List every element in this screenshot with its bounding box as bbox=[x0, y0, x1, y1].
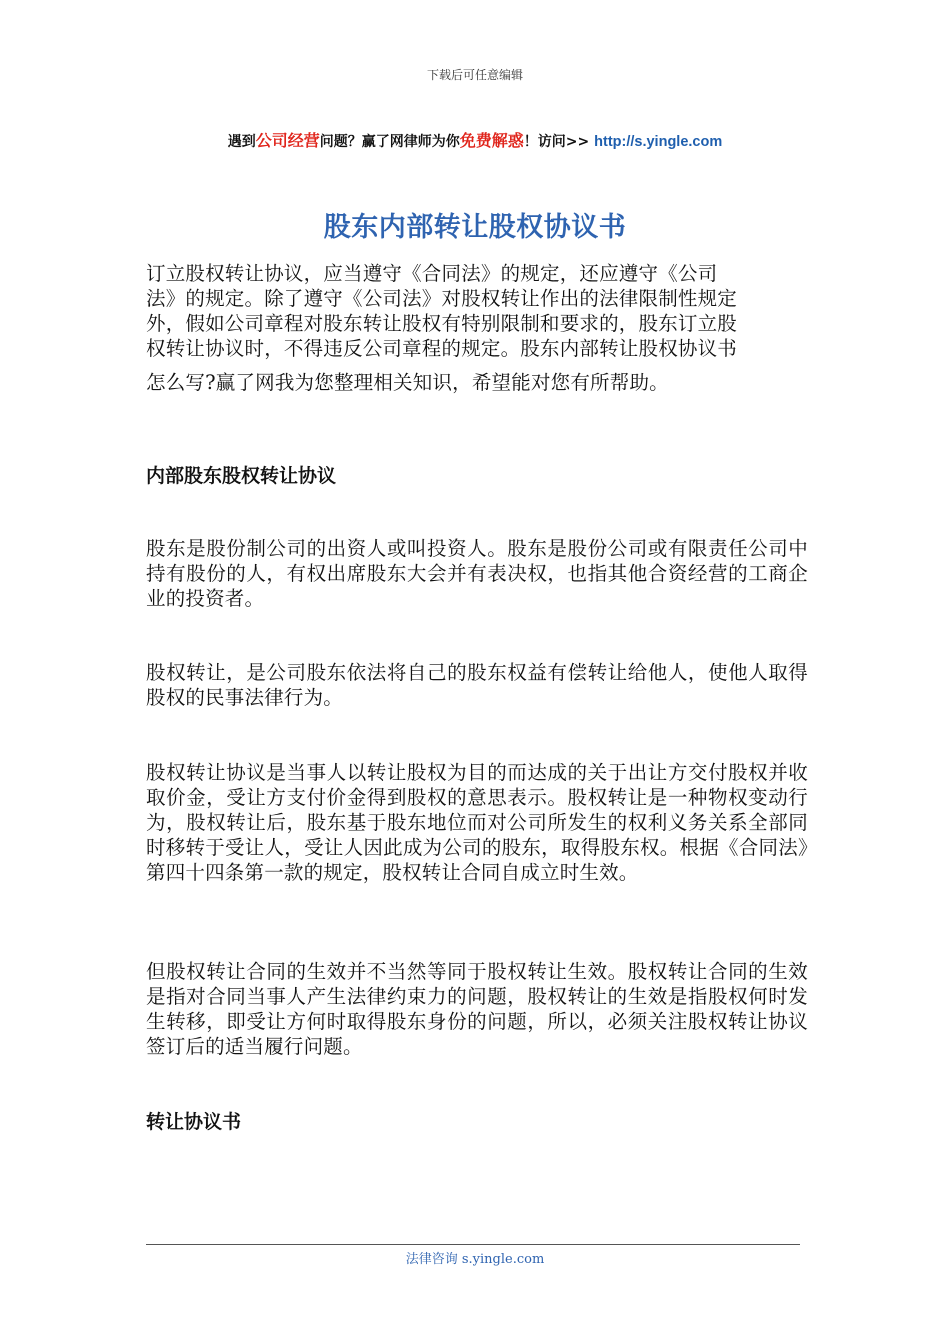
section-heading-agreement: 转让协议书 bbox=[146, 1111, 242, 1133]
promo-highlight-free: 免费解惑 bbox=[459, 131, 524, 150]
intro-line: 怎么写?赢了网我为您整理相关知识，希望能对您有所帮助。 bbox=[146, 371, 669, 394]
promo-text-3: ！访问>> bbox=[523, 134, 595, 150]
paragraph-equity-transfer-definition: 股权转让，是公司股东依法将自己的股东权益有偿转让给他人，使他人取得股权的民事法律行为。 bbox=[146, 661, 808, 709]
intro-line: 权转让协议时，不得违反公司章程的规定。股东内部转让股权协议书 bbox=[146, 337, 738, 360]
paragraph-shareholder-definition: 股东是股份制公司的出资人或叫投资人。股东是股份公司或有限责任公司中持有股份的人，有权出席股东大会并有表决权，也指其他合资经营的工商企业的投资者。 bbox=[146, 537, 808, 610]
document-title: 股东内部转让股权协议书 bbox=[323, 212, 627, 243]
promo-highlight-company: 公司经营 bbox=[255, 131, 320, 150]
paragraph-contract-effect: 但股权转让合同的生效并不当然等同于股权转让生效。股权转让合同的生效是指对合同当事人产生法律约束力的问题，股权转让的生效是指股权何时发生转移，即受让方何时取得股东身份的问题，所以，必须关注股权转让协议签订后的适当履行问题。 bbox=[146, 960, 808, 1058]
intro-paragraph bbox=[146, 261, 808, 395]
promo-banner bbox=[0, 128, 950, 151]
intro-line: 外，假如公司章程对股东转让股权有特别限制和要求的，股东订立股 bbox=[146, 312, 738, 335]
paragraph-transfer-agreement: 股权转让协议是当事人以转让股权为目的而达成的关于出让方交付股权并收取价金，受让方支付价金得到股权的意思表示。股权转让是一种物权变动行为，股权转让后，股东基于股东地位而对公司所发生的权利义务关系全部同时移转于受让人，受让人因此成为公司的股东，取得股东权。根据《合同法》第四十四条第一款的规定，股权转让合同自成立时生效。 bbox=[146, 761, 808, 884]
promo-text-2: 问题？赢了网律师为你 bbox=[319, 134, 460, 150]
section-heading-internal-transfer: 内部股东股权转让协议 bbox=[146, 465, 337, 487]
footer-divider bbox=[146, 1244, 800, 1245]
promo-text-1: 遇到 bbox=[227, 134, 256, 150]
intro-line: 订立股权转让协议，应当遵守《合同法》的规定，还应遵守《公司 bbox=[146, 262, 718, 285]
footer-consult-link[interactable]: 法律咨询 s.yingle.com bbox=[405, 1252, 545, 1267]
promo-link[interactable]: http://s.yingle.com bbox=[594, 134, 723, 150]
page-header-note: 下载后可任意编辑 bbox=[426, 68, 523, 82]
intro-line: 法》的规定。除了遵守《公司法》对股权转让作出的法律限制性规定 bbox=[146, 287, 738, 310]
